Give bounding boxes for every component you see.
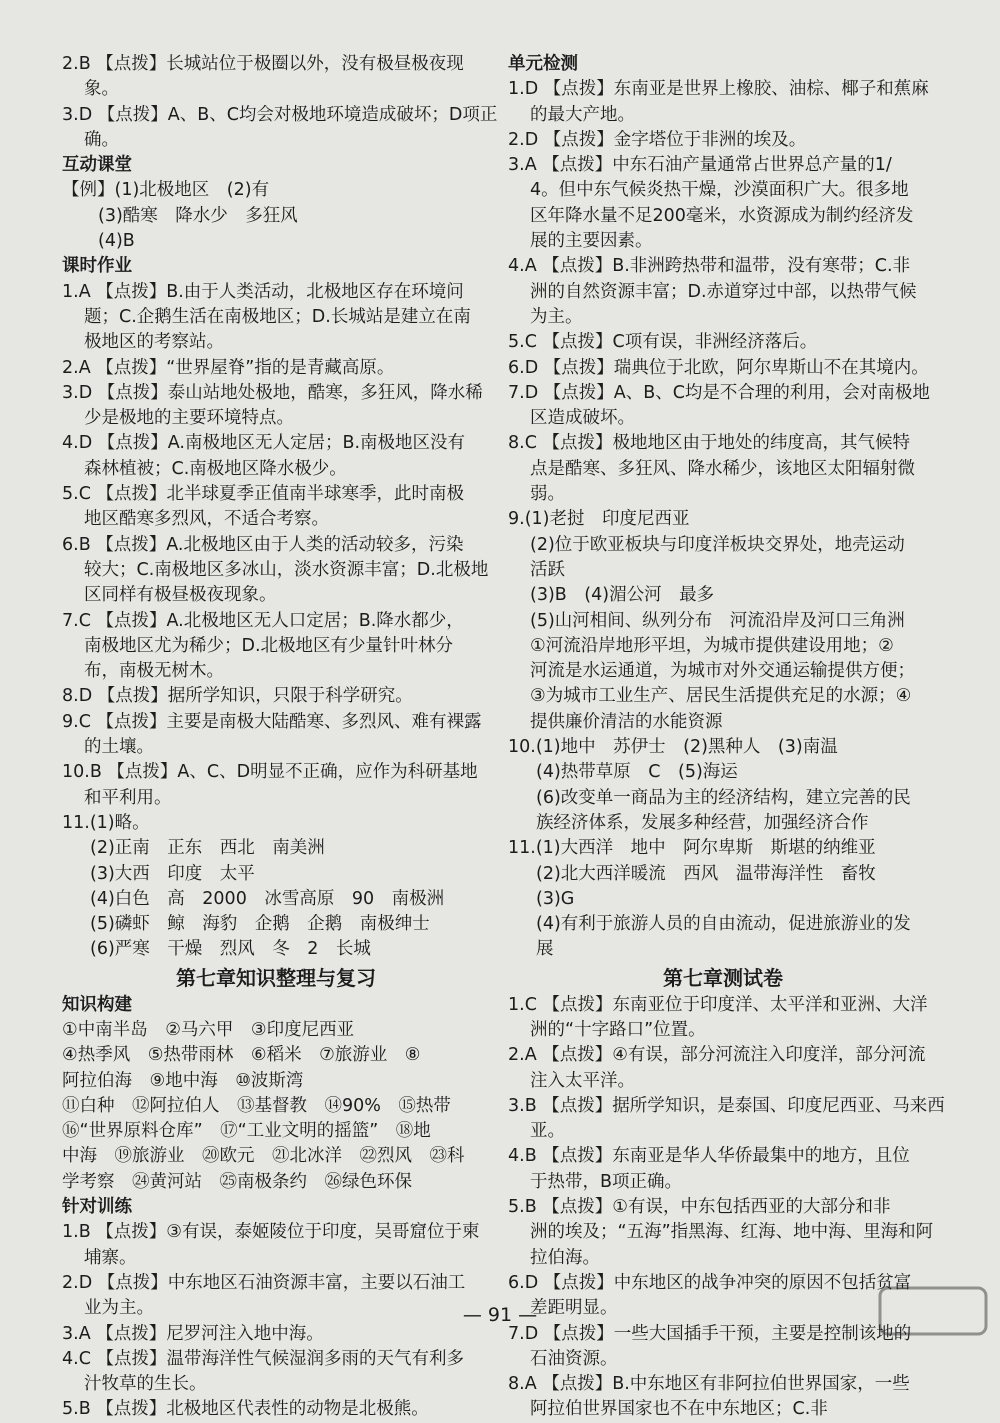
right-column (508, 52, 945, 1423)
text-line: 7.D 【点拨】一些大国插手干预，主要是控制该地的 (508, 1323, 912, 1344)
text-line: (6)改变单一商品为主的经济结构，建立完善的民 (536, 787, 911, 808)
text-line: 学考察 ㉔黄河站 ㉕南极条约 ㉖绿色环保 (62, 1171, 412, 1192)
text-line: 少是极地的主要环境特点。 (84, 408, 294, 429)
text-line: (3)酷寒 降水少 多狂风 (98, 205, 298, 226)
text-line: 河流是水运通道，为城市对外交通运输提供方便； (530, 661, 915, 682)
text-line: 注入太平洋。 (530, 1070, 635, 1091)
text-line: 题；C.企鹅生活在南极地区；D.长城站是建立在南 (84, 306, 471, 327)
text-line: 11.(1)大西洋 地中 阿尔卑斯 斯堪的纳维亚 (508, 838, 876, 859)
text-line: 族经济体系，发展多种经营，加强经济合作 (536, 812, 869, 833)
text-line: (4)热带草原 C (5)海运 (536, 762, 738, 783)
text-line: 【例】(1)北极地区 (2)有 (62, 180, 270, 201)
text-line: 2.A 【点拨】④有误，部分河流注入印度洋，部分河流 (508, 1045, 926, 1066)
text-line: 2.A 【点拨】“世界屋脊”指的是青藏高原。 (62, 357, 395, 378)
text-line: 亚。 (530, 1121, 565, 1142)
text-line: 为主。 (530, 306, 583, 327)
text-line: 7.D 【点拨】A、B、C均是不合理的利用，会对南极地 (508, 382, 930, 403)
text-line: 展的主要因素。 (530, 231, 653, 252)
section-heading: 知识构建 (62, 994, 132, 1015)
text-line: 2.D 【点拨】金字塔位于非洲的埃及。 (508, 129, 807, 150)
text-line: 9.(1)老挝 印度尼西亚 (508, 509, 690, 530)
section-heading: 课时作业 (62, 256, 132, 277)
text-line: 确。 (84, 129, 119, 150)
text-line: 极地区的考察站。 (84, 332, 224, 353)
text-line: ①河流沿岸地形平坦，为城市提供建设用地；② (530, 635, 894, 656)
text-line: 6.D 【点拨】瑞典位于北欧，阿尔卑斯山不在其境内。 (508, 357, 929, 378)
text-line: 差距明显。 (530, 1298, 618, 1319)
watermark-stamp-icon (878, 1286, 988, 1336)
text-line: (2)北大西洋暖流 西风 温带海洋性 畜牧 (536, 863, 876, 884)
text-line: 的土壤。 (84, 737, 154, 758)
left-column (62, 52, 498, 1423)
text-line: 象。 (84, 79, 119, 100)
text-line: 4.D 【点拨】A.南极地区无人定居；B.南极地区没有 (62, 433, 466, 454)
text-line: 较大；C.南极地区多冰山，淡水资源丰富；D.北极地 (84, 559, 489, 580)
text-line: 3.A 【点拨】尼罗河注入地中海。 (62, 1323, 324, 1344)
section-heading: 针对训练 (62, 1197, 132, 1218)
text-line: 4.A 【点拨】B.非洲跨热带和温带，没有寒带；C.非 (508, 256, 911, 277)
text-line: 5.B 【点拨】①有误，中东包括西亚的大部分和非 (508, 1197, 891, 1218)
text-line: (6)严寒 干燥 烈风 冬 2 长城 (90, 939, 371, 960)
text-line: ①中南半岛 ②马六甲 ③印度尼西亚 (62, 1019, 355, 1040)
text-line: 和平利用。 (84, 787, 172, 808)
section-heading: 互动课堂 (62, 155, 132, 176)
text-line: 10.B 【点拨】A、C、D明显不正确，应作为科研基地 (62, 762, 478, 783)
text-line: 8.A 【点拨】B.中东地区有非阿拉伯世界国家，一些 (508, 1374, 910, 1395)
page-number: — 91 — (462, 1304, 538, 1326)
text-line: 8.C 【点拨】极地地区由于地处的纬度高，其气候特 (508, 433, 910, 454)
text-line: 埔寨。 (84, 1247, 137, 1268)
text-line: 2.B 【点拨】长城站位于极圈以外，没有极昼极夜现 (62, 54, 464, 74)
text-line: 1.D 【点拨】东南亚是世界上橡胶、油棕、椰子和蕉麻 (508, 79, 929, 100)
text-line: 汁牧草的生长。 (84, 1374, 207, 1395)
text-line: 8.D 【点拨】据所学知识，只限于科学研究。 (62, 686, 413, 707)
text-line: 布，南极无树木。 (84, 661, 224, 682)
text-line: 于热带，B项正确。 (530, 1171, 683, 1192)
text-line: ③为城市工业生产、居民生活提供充足的水源；④ (530, 686, 912, 707)
text-line: 南极地区尤为稀少；D.北极地区有少量针叶林分 (84, 635, 454, 656)
text-line: ⑪白种 ⑫阿拉伯人 ⑬基督教 ⑭90% ⑮热带 (62, 1095, 451, 1116)
text-line: 2.D 【点拨】中东地区石油资源丰富，主要以石油工 (62, 1272, 466, 1293)
section-heading: 单元检测 (508, 54, 578, 74)
text-line: 1.B 【点拨】③有误，泰姬陵位于印度，吴哥窟位于柬 (62, 1222, 480, 1243)
text-line: 3.A 【点拨】中东石油产量通常占世界总产量的1/ (508, 155, 892, 176)
text-line: 展 (536, 939, 554, 960)
text-line: 4.B 【点拨】东南亚是华人华侨最集中的地方，且位 (508, 1146, 910, 1167)
text-line: 地区酷寒多烈风，不适合考察。 (84, 509, 329, 530)
text-line: 4.C 【点拨】温带海洋性气候湿润多雨的天气有利多 (62, 1348, 464, 1369)
text-line: 区同样有极昼极夜现象。 (84, 585, 277, 606)
text-line: ⑯“世界原料仓库” ⑰“工业文明的摇篮” ⑱地 (62, 1121, 431, 1142)
watermark-logo (878, 1286, 988, 1340)
text-line: 5.C 【点拨】C项有误，非洲经济落后。 (508, 332, 818, 353)
text-line: 洲的自然资源丰富；D.赤道穿过中部，以热带气候 (530, 281, 917, 302)
text-line: 中海 ⑲旅游业 ⑳欧元 ㉑北冰洋 ㉒烈风 ㉓科 (62, 1146, 465, 1167)
text-line: 点是酷寒、多狂风、降水稀少，该地区太阳辐射微 (530, 458, 915, 479)
text-line: 弱。 (530, 484, 565, 505)
text-line: 森林植被；C.南极地区降水极少。 (84, 458, 347, 479)
section-title: 第七章知识整理与复习 (176, 965, 376, 990)
text-line: 活跃 (530, 559, 565, 580)
text-line: 拉伯海。 (530, 1247, 600, 1268)
text-line: 洲的埃及；“五海”指黑海、红海、地中海、里海和阿 (530, 1222, 934, 1243)
text-line: (5)磷虾 鲸 海豹 企鹅 企鹅 南极绅士 (90, 914, 430, 935)
text-line: (2)正南 正东 西北 南美洲 (90, 838, 325, 859)
text-line: 5.B 【点拨】北极地区代表性的动物是北极熊。 (62, 1399, 429, 1420)
section-title: 第七章测试卷 (663, 965, 783, 990)
text-line: 阿拉伯世界国家也不在中东地区；C.非 (530, 1399, 828, 1420)
text-line: (4)有利于旅游人员的自由流动，促进旅游业的发 (536, 914, 911, 935)
text-line: 石油资源。 (530, 1348, 618, 1369)
text-line: 阿拉伯海 ⑨地中海 ⑩波斯湾 (62, 1070, 304, 1091)
text-line: (3)G (536, 888, 575, 909)
text-line: 区年降水量不足200毫米，水资源成为制约经济发 (530, 205, 914, 226)
text-line: 提供廉价清洁的水能资源 (530, 711, 723, 732)
text-line: (3)B (4)湄公河 最多 (530, 585, 715, 606)
text-line: (2)位于欧亚板块与印度洋板块交界处，地壳运动 (530, 534, 905, 555)
text-line: 3.D 【点拨】泰山站地处极地，酷寒，多狂风，降水稀 (62, 382, 483, 403)
text-line: (4)B (98, 231, 135, 252)
text-line: 1.C 【点拨】东南亚位于印度洋、太平洋和亚洲、大洋 (508, 994, 928, 1015)
text-line: 10.(1)地中 苏伊士 (2)黑种人 (3)南温 (508, 737, 838, 758)
text-line: ④热季风 ⑤热带雨林 ⑥稻米 ⑦旅游业 ⑧ (62, 1045, 421, 1066)
text-line: 9.C 【点拨】主要是南极大陆酷寒、多烈风、难有裸露 (62, 711, 482, 732)
text-line: 6.D 【点拨】中东地区的战争冲突的原因不包括贫富 (508, 1272, 912, 1293)
text-line: (5)山河相间、纵列分布 河流沿岸及河口三角洲 (530, 610, 905, 631)
text-line: 区造成破坏。 (530, 408, 635, 429)
text-line: 6.B 【点拨】A.北极地区由于人类的活动较多，污染 (62, 534, 464, 555)
text-line: (3)大西 印度 太平 (90, 863, 255, 884)
text-line: 4。但中东气候炎热干燥，沙漠面积广大。很多地 (530, 180, 909, 201)
text-line: 洲的“十字路口”位置。 (530, 1019, 706, 1040)
text-line: 3.B 【点拨】据所学知识，是泰国、印度尼西亚、马来西 (508, 1095, 945, 1116)
text-line: 11.(1)略。 (62, 812, 150, 833)
text-line: 1.A 【点拨】B.由于人类活动，北极地区存在环境问 (62, 281, 464, 302)
text-line: 5.C 【点拨】北半球夏季正值南半球寒季，此时南极 (62, 484, 464, 505)
text-line: (4)白色 高 2000 冰雪高原 90 南极洲 (90, 888, 445, 909)
text-line: 7.C 【点拨】A.北极地区无人口定居；B.降水都少， (62, 610, 464, 631)
text-line: 3.D 【点拨】A、B、C均会对极地环境造成破坏；D项正 (62, 104, 498, 125)
text-line: 业为主。 (84, 1298, 154, 1319)
text-line: 的最大产地。 (530, 104, 635, 125)
